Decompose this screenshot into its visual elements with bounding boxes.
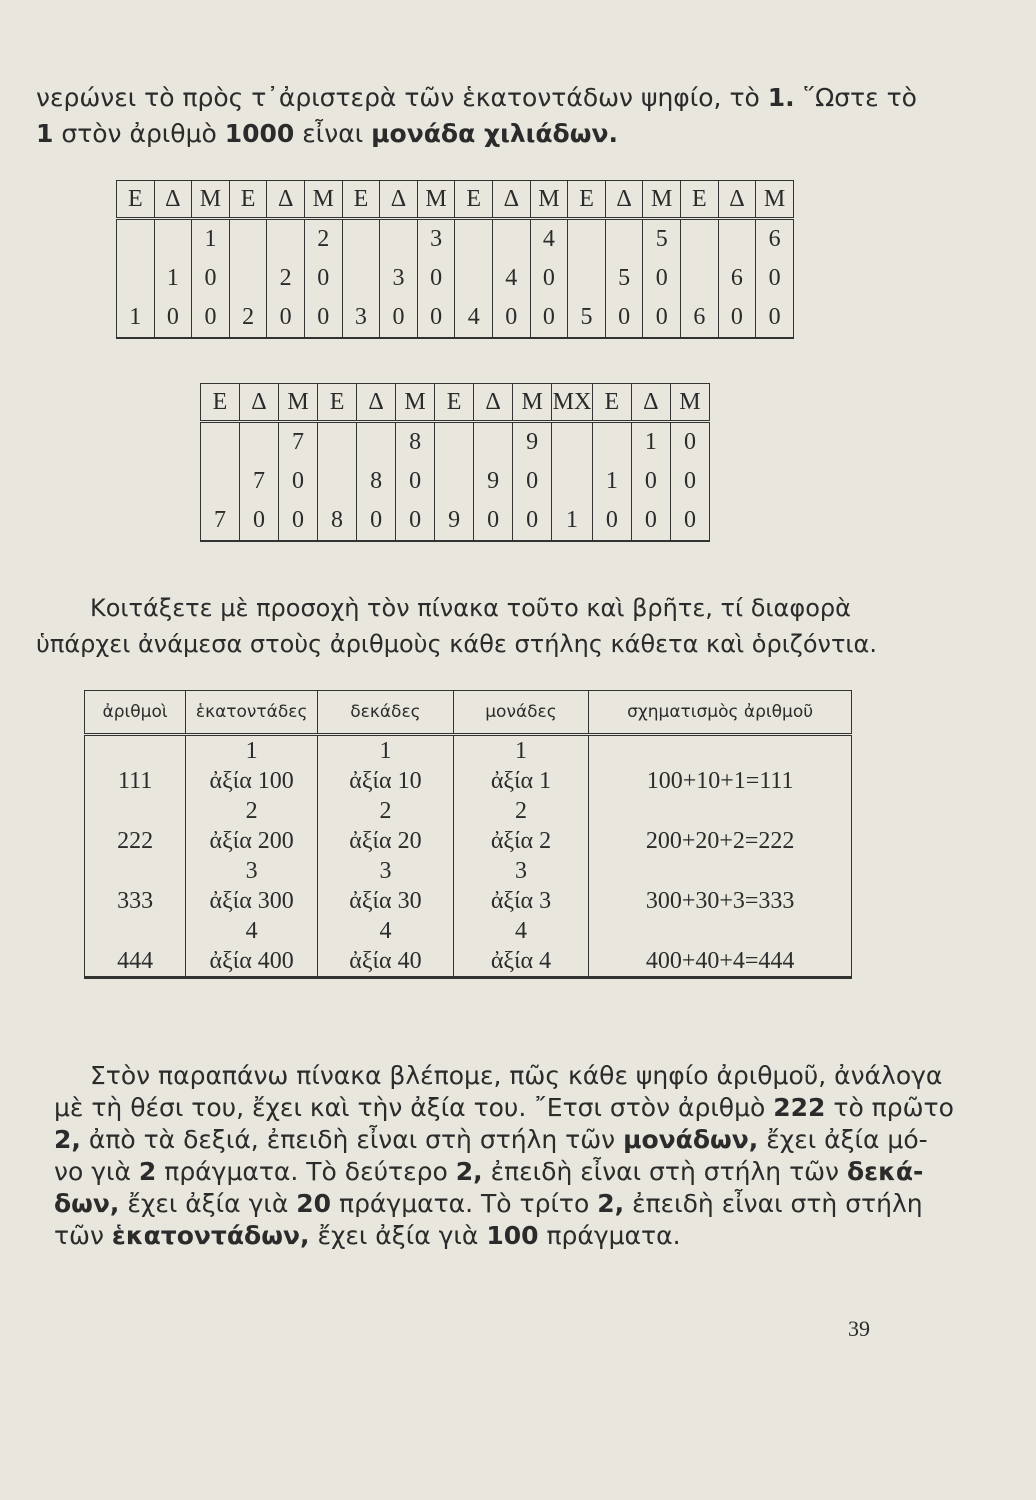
value-row: [85, 766, 852, 796]
grid-header-cell: Μ: [643, 181, 681, 219]
text: τὸ πρῶτο: [833, 1093, 954, 1122]
bold-text: 1: [36, 119, 54, 148]
text: στὸν ἀριθμὸ: [61, 119, 217, 148]
grid-cell: 5: [568, 298, 606, 338]
empty-cell: [589, 916, 852, 946]
digit-cell: 2: [186, 796, 318, 826]
grid-cell: [552, 462, 593, 501]
header-hundreds: ἑκατοντάδες: [186, 691, 318, 735]
grid-header-cell: Δ: [493, 181, 531, 219]
grid-cell: 0: [493, 298, 531, 338]
grid-header-cell: Μ: [530, 181, 568, 219]
grid-cell: [568, 259, 606, 298]
header-numbers: ἀριθμοὶ: [85, 691, 186, 735]
digit-row: [85, 856, 852, 886]
grid-header-cell: Δ: [718, 181, 756, 219]
empty-cell: [85, 735, 186, 767]
grid-header-cell: Μ: [756, 181, 794, 219]
value-row: [85, 946, 852, 978]
digit-cell: 1: [318, 735, 454, 767]
text: νο γιὰ: [54, 1157, 131, 1186]
text: τῶν: [54, 1221, 104, 1250]
value-cell: ἀξία 400: [186, 946, 318, 978]
grid-cell: 0: [592, 501, 631, 541]
grid-cell: [117, 259, 155, 298]
bold-text: μονάδων,: [623, 1125, 759, 1154]
digit-value-table: [84, 690, 852, 979]
bold-text: 100: [486, 1221, 539, 1250]
grid-cell: [455, 219, 493, 260]
grid-cell: [435, 462, 474, 501]
grid-cell: 2: [267, 259, 305, 298]
grid-header-cell: Ε: [229, 181, 267, 219]
grid-cell: 9: [513, 422, 552, 463]
text: ῞Ωστε τὸ: [802, 83, 917, 112]
grid-cell: [718, 219, 756, 260]
grid-cell: [318, 462, 357, 501]
grid-header-cell: Ε: [435, 384, 474, 422]
grid-cell: [201, 422, 240, 463]
grid-cell: 0: [357, 501, 396, 541]
grid-cell: [455, 259, 493, 298]
value-cell: ἀξία 10: [318, 766, 454, 796]
grid-cell: [681, 219, 719, 260]
grid-cell: 0: [154, 298, 192, 338]
grid-header-cell: Δ: [267, 181, 305, 219]
grid-header-cell: Ε: [592, 384, 631, 422]
bold-text: δων,: [54, 1189, 120, 1218]
page-number: 39: [848, 1316, 870, 1341]
empty-cell: [85, 916, 186, 946]
grid-cell: 0: [530, 259, 568, 298]
grid-cell: 0: [643, 298, 681, 338]
grid-cell: 0: [192, 259, 230, 298]
grid-cell: 9: [435, 501, 474, 541]
grid-cell: 6: [681, 298, 719, 338]
value-cell: ἀξία 20: [318, 826, 454, 856]
value-cell: ἀξία 4: [453, 946, 589, 978]
grid-cell: [154, 219, 192, 260]
empty-cell: [589, 796, 852, 826]
grid-row: [201, 422, 710, 463]
grid-header-cell: Δ: [380, 181, 418, 219]
grid-cell: 0: [756, 298, 794, 338]
grid-cell: 6: [756, 219, 794, 260]
grid-header-cell: Ε: [201, 384, 240, 422]
grid-cell: [240, 422, 279, 463]
grid-cell: 0: [417, 298, 455, 338]
grid-header-cell: Ε: [117, 181, 155, 219]
grid-cell: 0: [670, 422, 709, 463]
value-row: [85, 886, 852, 916]
text: ἐπειδὴ εἶναι στὴ στήλη τῶν: [490, 1157, 840, 1186]
grid-cell: 0: [718, 298, 756, 338]
grid-row: [117, 298, 794, 338]
closing-line: [54, 1156, 924, 1188]
grid-row: [117, 219, 794, 260]
grid-cell: [201, 462, 240, 501]
intro-paragraph: [36, 80, 917, 152]
closing-paragraph: [54, 1060, 954, 1252]
grid-header-row: [201, 384, 710, 422]
text: πράγματα.: [546, 1221, 681, 1250]
grid-cell: 2: [304, 219, 342, 260]
grid-cell: 7: [201, 501, 240, 541]
grid-header-cell: Ε: [318, 384, 357, 422]
empty-cell: [589, 856, 852, 886]
instruction-line-2: ὑπάρχει ἀνάμεσα στοὺς ἀριθμοὺς κάθε στήλης κάθετα καὶ ὁριζόντια.: [36, 630, 877, 658]
text: ἔχει ἀξία γιὰ: [317, 1221, 479, 1250]
grid-header-cell: Δ: [474, 384, 513, 422]
grid-cell: 1: [552, 501, 593, 541]
empty-cell: [85, 856, 186, 886]
digit-row: [85, 916, 852, 946]
grid-cell: 0: [267, 298, 305, 338]
digit-row: [85, 796, 852, 826]
grid-cell: 0: [474, 501, 513, 541]
grid-cell: [342, 219, 380, 260]
grid-cell: [318, 422, 357, 463]
grid-row: [201, 501, 710, 541]
grid-header-cell: Δ: [154, 181, 192, 219]
instruction-line-1: Κοιτάξετε μὲ προσοχὴ τὸν πίνακα τοῦτο καὶ βρῆτε, τί διαφορὰ: [90, 594, 851, 622]
digit-cell: 1: [453, 735, 589, 767]
grid-cell: 7: [279, 422, 318, 463]
bold-text: 1000: [224, 119, 295, 148]
empty-cell: [589, 735, 852, 767]
grid-cell: 1: [117, 298, 155, 338]
formation-cell: 100+10+1=111: [589, 766, 852, 796]
value-cell: ἀξία 100: [186, 766, 318, 796]
bold-text: δεκά-: [846, 1157, 924, 1186]
grid-header-cell: Μ: [396, 384, 435, 422]
grid-cell: 0: [631, 462, 670, 501]
grid-cell: 3: [380, 259, 418, 298]
text: ἔχει ἀξία μό-: [766, 1125, 928, 1154]
text: ἐπειδὴ εἶναι στὴ στήλη: [632, 1189, 923, 1218]
digit-cell: 3: [453, 856, 589, 886]
digit-cell: 4: [186, 916, 318, 946]
empty-cell: [85, 796, 186, 826]
grid-cell: 0: [670, 462, 709, 501]
grid-cell: 1: [631, 422, 670, 463]
grid-header-cell: Δ: [357, 384, 396, 422]
grid-cell: 4: [493, 259, 531, 298]
text: νερώνει τὸ πρὸς τ᾿ἀριστερὰ τῶν ἑκατοντάδων ψηφίο, τὸ: [36, 83, 760, 112]
bold-text: 20: [296, 1189, 332, 1218]
text: ἀπὸ τὰ δεξιά, ἐπειδὴ εἶναι στὴ στήλη τῶν: [88, 1125, 616, 1154]
grid-header-cell: Μ: [192, 181, 230, 219]
grid-cell: [681, 259, 719, 298]
value-cell: ἀξία 200: [186, 826, 318, 856]
digit-cell: 1: [186, 735, 318, 767]
grid-cell: 0: [417, 259, 455, 298]
grid-header-cell: Μ: [304, 181, 342, 219]
grid-cell: [229, 219, 267, 260]
place-value-table-2: [200, 383, 710, 542]
grid-cell: 5: [605, 259, 643, 298]
grid-cell: 0: [380, 298, 418, 338]
grid-cell: [568, 219, 606, 260]
bold-text: μονάδα χιλιάδων.: [371, 119, 618, 148]
text: πράγματα. Τὸ δεύτερο: [164, 1157, 448, 1186]
value-cell: ἀξία 300: [186, 886, 318, 916]
grid-cell: [435, 422, 474, 463]
grid-cell: 0: [279, 501, 318, 541]
grid-header-cell: Μ: [670, 384, 709, 422]
value-cell: ἀξία 30: [318, 886, 454, 916]
value-row: [85, 826, 852, 856]
grid-row: [201, 462, 710, 501]
grid-header-row: [117, 181, 794, 219]
digit-cell: 4: [318, 916, 454, 946]
grid-header-cell: Δ: [240, 384, 279, 422]
grid-cell: 0: [279, 462, 318, 501]
grid-header-cell: ΜΧ: [552, 384, 593, 422]
grid-cell: [267, 219, 305, 260]
grid-cell: [117, 219, 155, 260]
formation-cell: 200+20+2=222: [589, 826, 852, 856]
header-tens: δεκάδες: [318, 691, 454, 735]
place-value-table-1: [116, 180, 794, 339]
bold-text: 1.: [767, 83, 795, 112]
grid-cell: 4: [455, 298, 493, 338]
grid-cell: 0: [304, 298, 342, 338]
grid-header-cell: Ε: [342, 181, 380, 219]
grid-cell: 6: [718, 259, 756, 298]
instruction-paragraph: [36, 590, 890, 662]
closing-line: [54, 1188, 923, 1220]
bold-text: 2,: [54, 1125, 81, 1154]
grid-cell: 2: [229, 298, 267, 338]
grid-cell: 0: [513, 501, 552, 541]
grid-header-cell: Μ: [279, 384, 318, 422]
grid-cell: 3: [342, 298, 380, 338]
grid-cell: [229, 259, 267, 298]
number-cell: 333: [85, 886, 186, 916]
grid-cell: [552, 422, 593, 463]
grid-cell: 0: [670, 501, 709, 541]
value-cell: ἀξία 40: [318, 946, 454, 978]
grid-header-cell: Μ: [513, 384, 552, 422]
formation-cell: 300+30+3=333: [589, 886, 852, 916]
closing-line: [54, 1220, 894, 1252]
grid-cell: 8: [357, 462, 396, 501]
closing-line: [54, 1124, 928, 1156]
grid-cell: 0: [513, 462, 552, 501]
grid-cell: [380, 219, 418, 260]
value-cell: ἀξία 1: [453, 766, 589, 796]
digit-cell: 3: [318, 856, 454, 886]
text: μὲ τὴ θέσι του, ἔχει καὶ τὴν ἀξία του. ῎Ετσι στὸν ἀριθμὸ: [54, 1093, 766, 1122]
grid-cell: 0: [304, 259, 342, 298]
grid-cell: 0: [396, 501, 435, 541]
text: εἶναι: [302, 119, 364, 148]
grid-cell: 0: [192, 298, 230, 338]
text: πράγματα. Τὸ τρίτο: [339, 1189, 590, 1218]
text: Στὸν παραπάνω πίνακα βλέπομε, πῶς κάθε ψηφίο ἀριθμοῦ, ἀνάλογα: [90, 1061, 943, 1090]
intro-line-1: [36, 80, 917, 116]
grid-cell: 1: [154, 259, 192, 298]
grid-header-cell: Ε: [568, 181, 606, 219]
grid-cell: [342, 259, 380, 298]
bold-text: ἑκατοντάδων,: [111, 1221, 310, 1250]
intro-line-2: [36, 116, 876, 152]
grid-cell: 7: [240, 462, 279, 501]
grid-cell: 0: [240, 501, 279, 541]
grid-header-cell: Δ: [631, 384, 670, 422]
grid-cell: [474, 422, 513, 463]
grid-cell: 3: [417, 219, 455, 260]
grid-cell: 8: [318, 501, 357, 541]
grid-cell: [592, 422, 631, 463]
digit-cell: 3: [186, 856, 318, 886]
closing-line: [90, 1060, 943, 1092]
grid-header-cell: Δ: [605, 181, 643, 219]
grid-cell: 1: [192, 219, 230, 260]
bold-text: 2,: [455, 1157, 483, 1186]
value-cell: ἀξία 2: [453, 826, 589, 856]
grid-header-cell: Μ: [417, 181, 455, 219]
grid-cell: 4: [530, 219, 568, 260]
bold-text: 2: [138, 1157, 157, 1186]
grid-header-cell: Ε: [681, 181, 719, 219]
closing-line: [54, 1092, 954, 1124]
digit-row: [85, 735, 852, 767]
grid-cell: 0: [643, 259, 681, 298]
header-units: μονάδες: [453, 691, 589, 735]
text: ἔχει ἀξία γιὰ: [127, 1189, 289, 1218]
grid-cell: [357, 422, 396, 463]
grid-row: [117, 259, 794, 298]
bold-text: 222: [773, 1093, 826, 1122]
number-cell: 111: [85, 766, 186, 796]
bold-text: 2,: [597, 1189, 625, 1218]
grid-cell: [605, 219, 643, 260]
formation-cell: 400+40+4=444: [589, 946, 852, 978]
grid-cell: 5: [643, 219, 681, 260]
digit-cell: 4: [453, 916, 589, 946]
header-formation: σχηματισμὸς ἀριθμοῦ: [589, 691, 852, 735]
grid-cell: 0: [605, 298, 643, 338]
grid-cell: 1: [592, 462, 631, 501]
grid-cell: 9: [474, 462, 513, 501]
number-cell: 444: [85, 946, 186, 978]
value-cell: ἀξία 3: [453, 886, 589, 916]
grid-cell: 0: [396, 462, 435, 501]
digit-cell: 2: [318, 796, 454, 826]
grid-header-cell: Ε: [455, 181, 493, 219]
grid-cell: 8: [396, 422, 435, 463]
grid-cell: 0: [530, 298, 568, 338]
grid-cell: 0: [756, 259, 794, 298]
grid-cell: [493, 219, 531, 260]
grid-cell: 0: [631, 501, 670, 541]
number-cell: 222: [85, 826, 186, 856]
digit-cell: 2: [453, 796, 589, 826]
